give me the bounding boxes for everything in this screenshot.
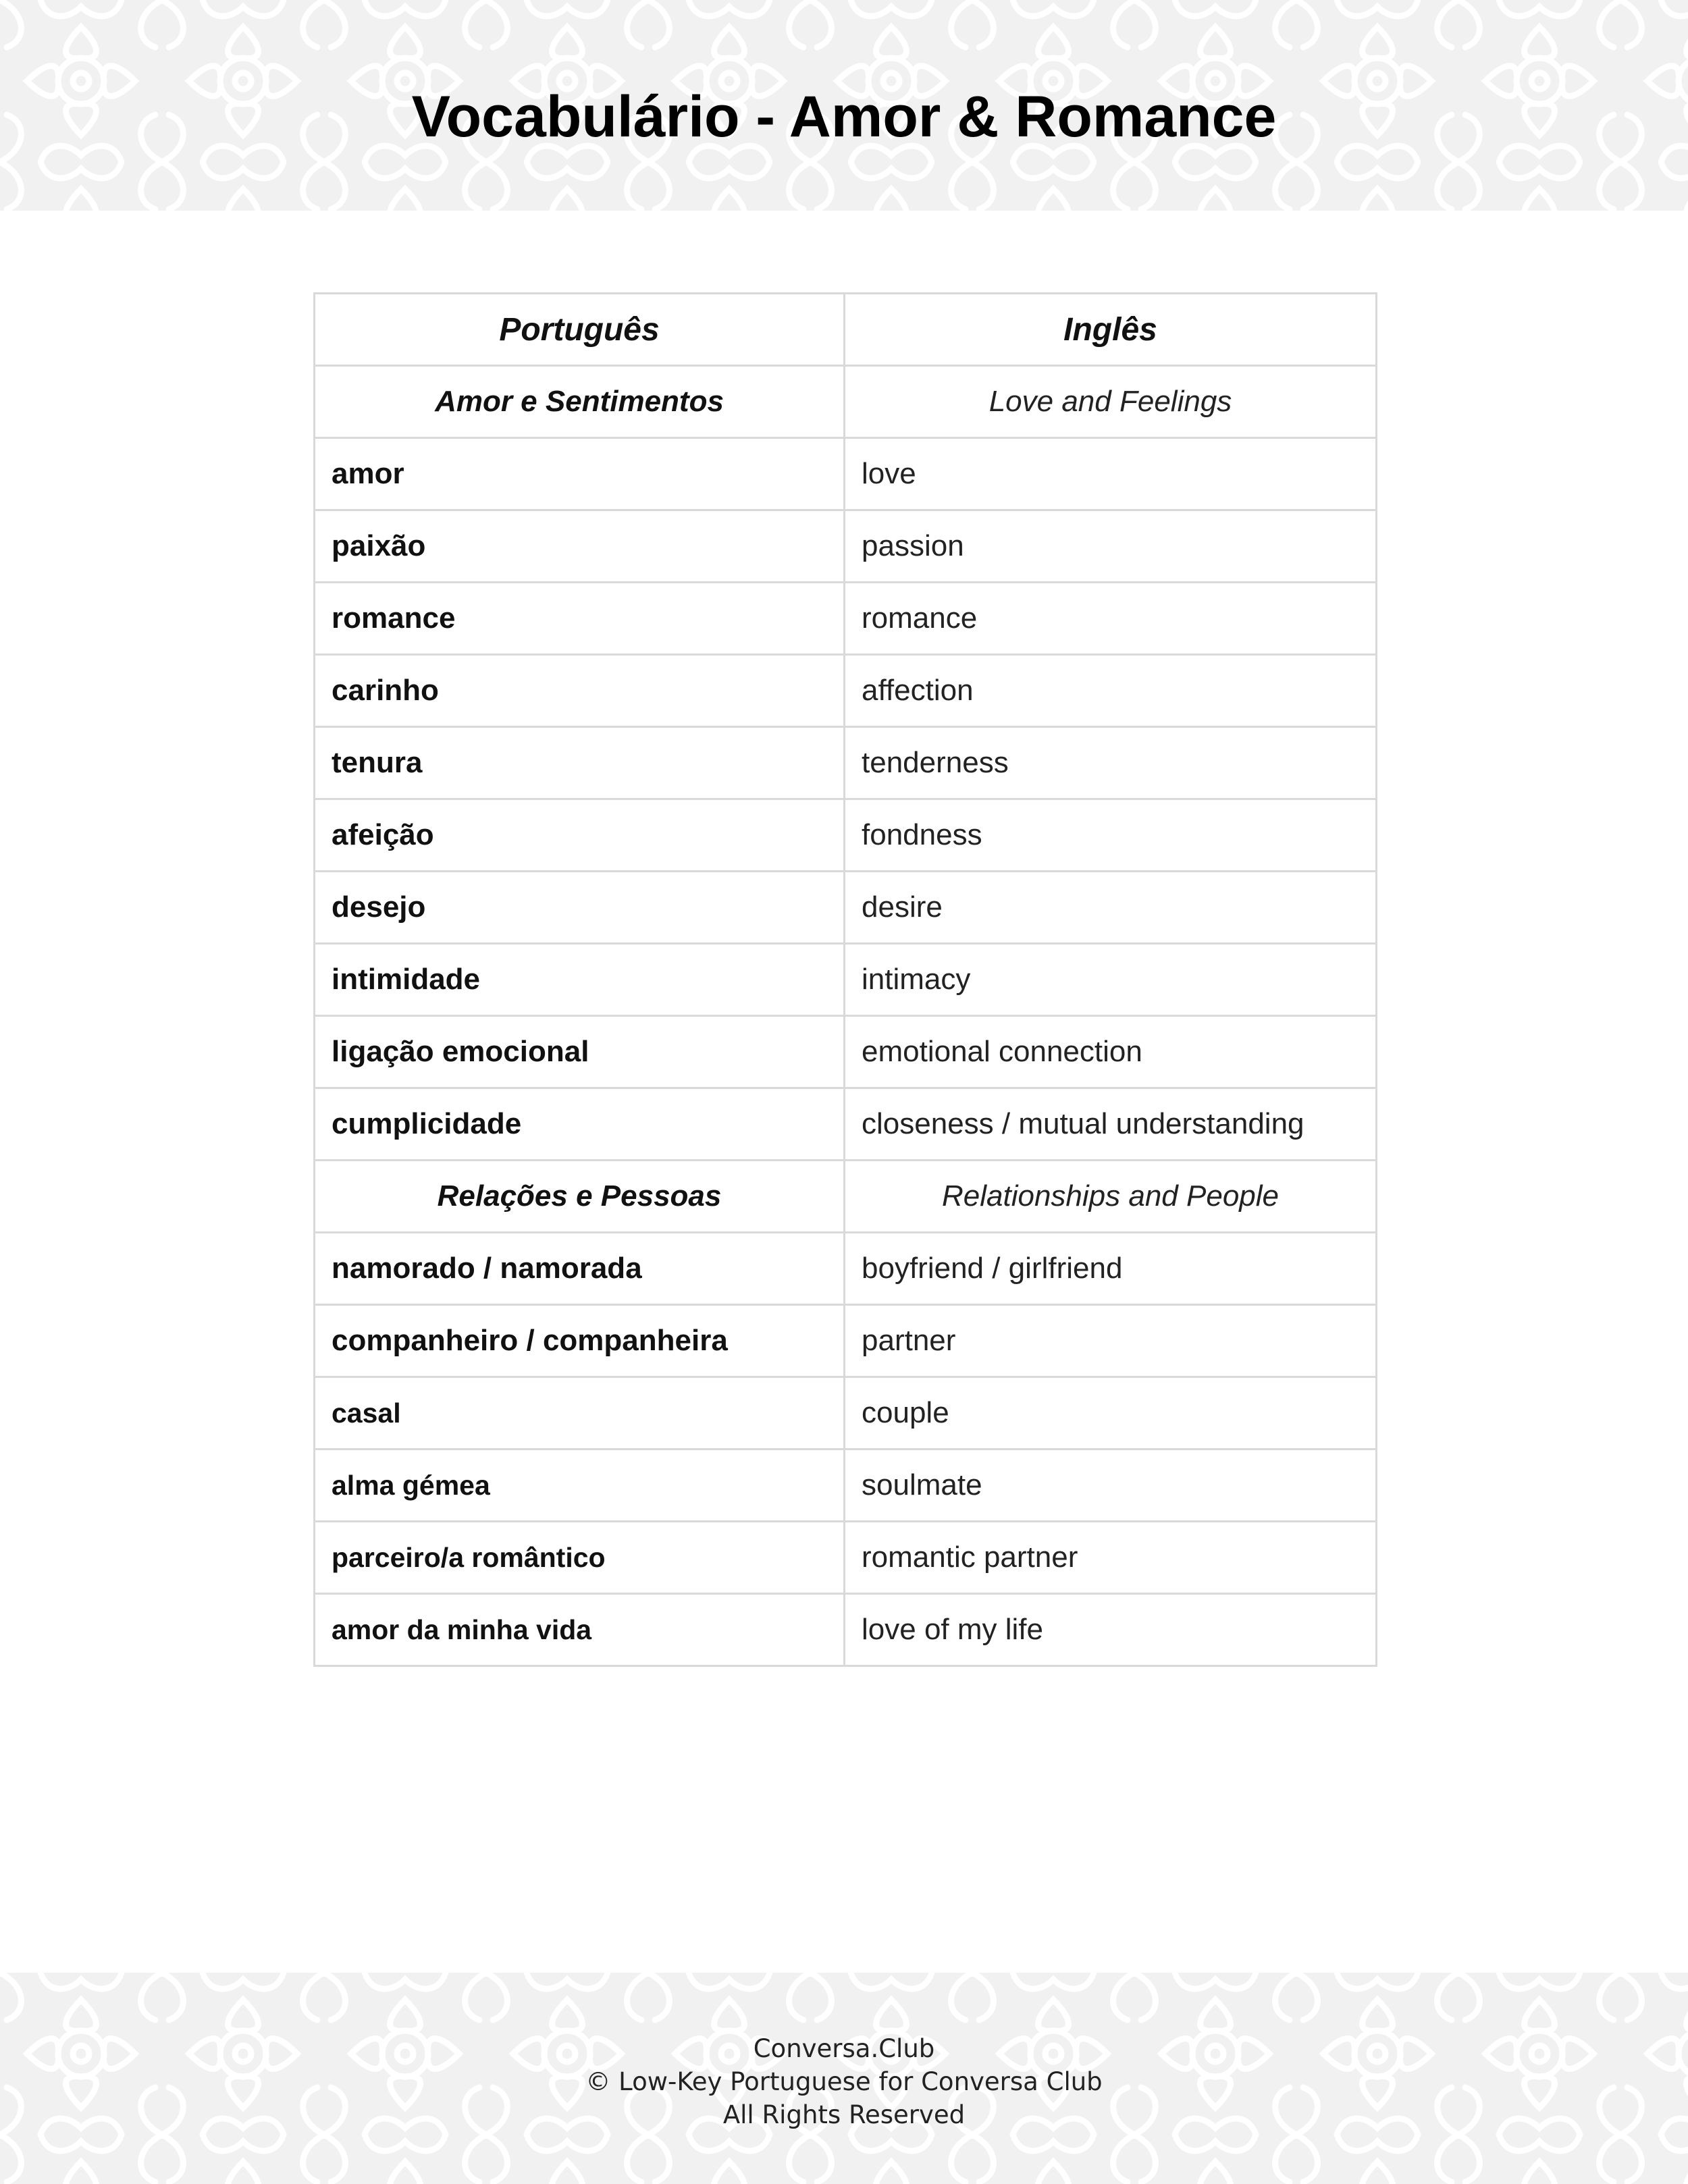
table-row <box>315 1305 1377 1377</box>
table-row <box>315 438 1377 510</box>
word-en: partner <box>845 1305 1377 1377</box>
footer-site-name: Conversa.Club <box>753 2034 935 2063</box>
word-en: passion <box>845 510 1377 583</box>
table-row <box>315 727 1377 799</box>
word-pt: casal <box>315 1377 845 1449</box>
table-row <box>315 655 1377 727</box>
word-pt: alma gémea <box>315 1449 845 1522</box>
word-en: intimacy <box>845 944 1377 1016</box>
table-row <box>315 583 1377 655</box>
section-title-en: Relationships and People <box>845 1161 1377 1233</box>
word-pt: carinho <box>315 655 845 727</box>
word-en: desire <box>845 872 1377 944</box>
word-en: romantic partner <box>845 1522 1377 1594</box>
word-pt: desejo <box>315 872 845 944</box>
section-header-row <box>315 1161 1377 1233</box>
table-row <box>315 1522 1377 1594</box>
table-row <box>315 510 1377 583</box>
table-row <box>315 1377 1377 1449</box>
table-row <box>315 872 1377 944</box>
table-header-row <box>315 294 1377 366</box>
column-header-english: Inglês <box>845 294 1377 366</box>
word-en: closeness / mutual understanding <box>845 1088 1377 1161</box>
table-row <box>315 799 1377 872</box>
word-en: fondness <box>845 799 1377 872</box>
section-title-en: Love and Feelings <box>845 366 1377 438</box>
word-en: emotional connection <box>845 1016 1377 1088</box>
table-row <box>315 1016 1377 1088</box>
word-pt: intimidade <box>315 944 845 1016</box>
word-en: affection <box>845 655 1377 727</box>
vocabulary-table <box>313 292 1377 1667</box>
word-pt: romance <box>315 583 845 655</box>
word-en: love of my life <box>845 1594 1377 1666</box>
word-en: romance <box>845 583 1377 655</box>
section-title-pt: Amor e Sentimentos <box>315 366 845 438</box>
word-pt: ligação emocional <box>315 1016 845 1088</box>
page-title: Vocabulário - Amor & Romance <box>411 84 1277 149</box>
word-pt: companheiro / companheira <box>315 1305 845 1377</box>
table-row <box>315 1594 1377 1666</box>
word-pt: namorado / namorada <box>315 1233 845 1305</box>
table-row <box>315 1449 1377 1522</box>
section-title-pt: Relações e Pessoas <box>315 1161 845 1233</box>
word-en: boyfriend / girlfriend <box>845 1233 1377 1305</box>
footer <box>0 2032 1688 2131</box>
table-row <box>315 944 1377 1016</box>
column-header-portuguese: Português <box>315 294 845 366</box>
table-row <box>315 1088 1377 1161</box>
word-pt: cumplicidade <box>315 1088 845 1161</box>
word-en: tenderness <box>845 727 1377 799</box>
section-header-row <box>315 366 1377 438</box>
word-pt: afeição <box>315 799 845 872</box>
word-pt: tenura <box>315 727 845 799</box>
word-pt: parceiro/a romântico <box>315 1522 845 1594</box>
word-pt: amor <box>315 438 845 510</box>
word-pt: paixão <box>315 510 845 583</box>
word-en: soulmate <box>845 1449 1377 1522</box>
footer-rights: All Rights Reserved <box>722 2100 966 2129</box>
footer-copyright: © Low-Key Portuguese for Conversa Club <box>585 2067 1103 2096</box>
word-pt: amor da minha vida <box>315 1594 845 1666</box>
table-row <box>315 1233 1377 1305</box>
word-en: love <box>845 438 1377 510</box>
word-en: couple <box>845 1377 1377 1449</box>
